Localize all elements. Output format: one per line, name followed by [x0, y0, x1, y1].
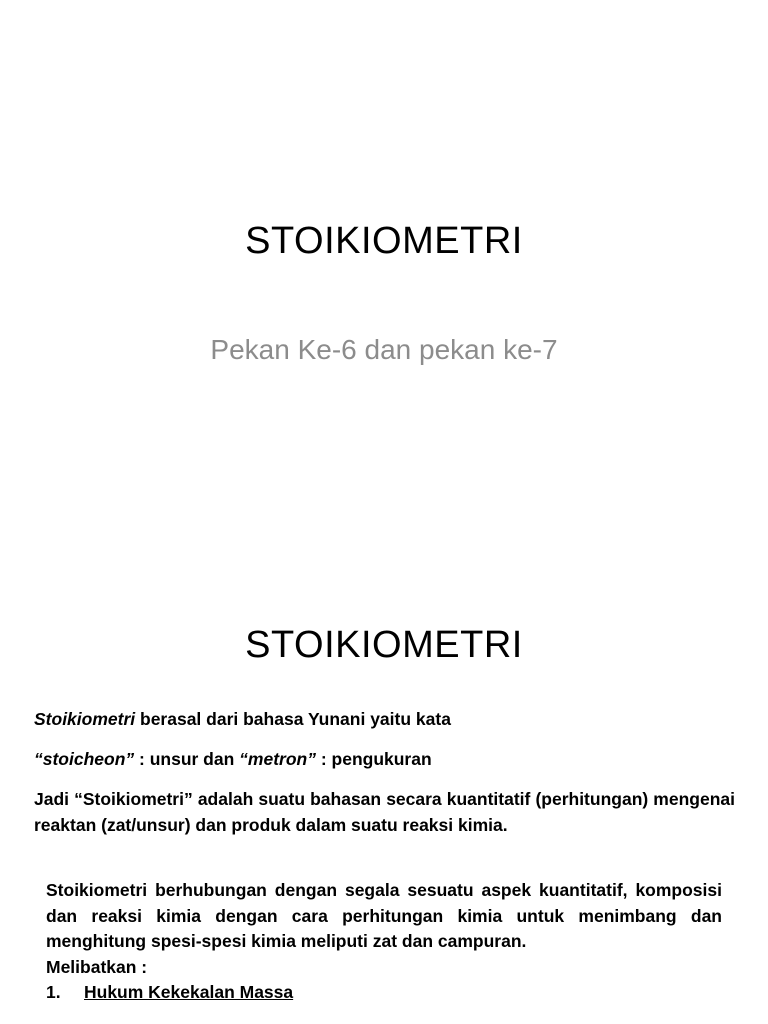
involves-list — [46, 980, 722, 1006]
text-box — [46, 878, 722, 1006]
definition-line — [34, 706, 735, 732]
etymology-text-1: : unsur dan — [134, 749, 240, 769]
slide-2 — [0, 576, 768, 1024]
term-metron: “metron” — [239, 749, 316, 769]
box-paragraph: Stoikiometri berhubungan dengan segala sesuatu aspek kuantitatif, komposisi dan reaksi kimia dengan cara perhitungan kimia untuk menimbang dan menghitung spesi-spesi kimia meliputi zat dan campuran. — [46, 880, 722, 951]
summary-paragraph: Jadi “Stoikiometri” adalah suatu bahasan secara kuantitatif (perhitungan) mengenai reaktan (zat/unsur) dan produk dalam suatu reaksi kimia. — [34, 789, 735, 835]
list-item — [46, 980, 722, 1006]
slide-1-subtitle: Pekan Ke-6 dan pekan ke-7 — [210, 334, 558, 365]
list-item-text: Hukum Kekekalan Massa — [84, 982, 294, 1002]
involves-label: Melibatkan : — [46, 956, 148, 977]
slide-2-title: STOIKIOMETRI — [245, 624, 523, 666]
term-stoikiometri: Stoikiometri — [34, 709, 136, 729]
etymology-text-2: : pengukuran — [315, 749, 432, 769]
definition-text: berasal dari bahasa Yunani yaitu kata — [135, 709, 451, 729]
etymology-line — [34, 746, 735, 772]
list-item-number: 1. — [46, 982, 61, 1002]
slide-1-title: STOIKIOMETRI — [245, 220, 523, 262]
term-stoicheon: “stoicheon” — [34, 749, 135, 769]
